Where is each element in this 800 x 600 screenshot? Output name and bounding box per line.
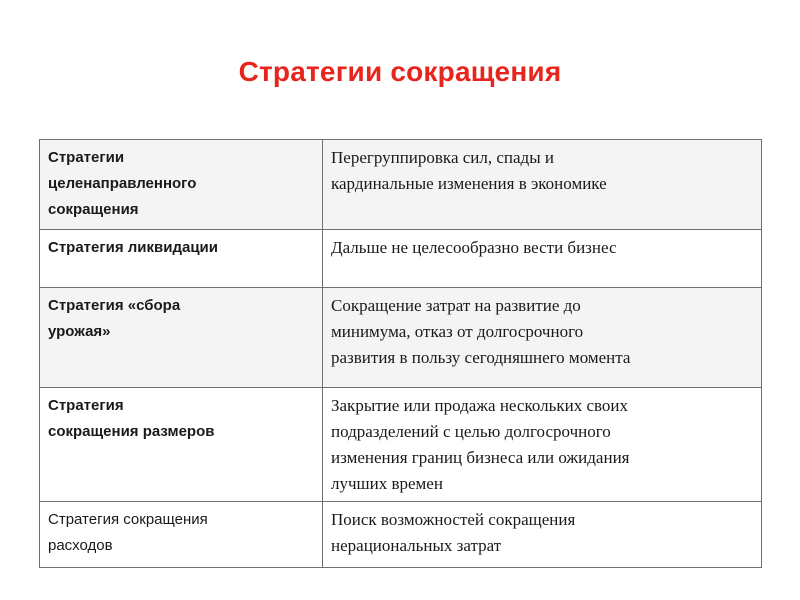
strategy-description-cell [323,230,762,288]
page-title: Стратегии сокращения [238,56,562,87]
table-row [40,388,762,502]
strategy-description: Перегруппировка сил, спады и кардинальные изменения в экономике [331,148,607,193]
strategy-name-cell [40,230,323,288]
table-row [40,140,762,230]
strategy-name-cell [40,288,323,388]
strategy-name: Стратегия сокращения расходов [48,511,208,554]
strategy-name-cell [40,502,323,568]
strategies-table [39,139,762,568]
table-row [40,502,762,568]
strategy-description-cell [323,288,762,388]
table-row [40,230,762,288]
strategy-name: Стратегия ликвидации [48,239,218,256]
strategy-name: Стратегия «сбора урожая» [48,297,181,340]
table-row [40,288,762,388]
strategy-description-cell [323,388,762,502]
strategy-description-cell [323,502,762,568]
strategy-description: Поиск возможностей сокращения нерациональных затрат [331,510,576,555]
strategy-name: Стратегии целенаправленного сокращения [48,149,197,218]
strategy-description: Сокращение затрат на развитие до минимума, отказ от долгосрочного развития в пользу сегодняшнего момента [331,296,631,367]
strategy-description: Дальше не целесообразно вести бизнес [331,238,617,257]
strategy-description-cell [323,140,762,230]
strategy-name-cell [40,140,323,230]
strategy-description: Закрытие или продажа нескольких своих подразделений с целью долгосрочного изменения границ бизнеса или ожидания лучших времен [331,396,630,493]
strategy-name-cell [40,388,323,502]
strategy-name: Стратегия сокращения размеров [48,397,215,440]
